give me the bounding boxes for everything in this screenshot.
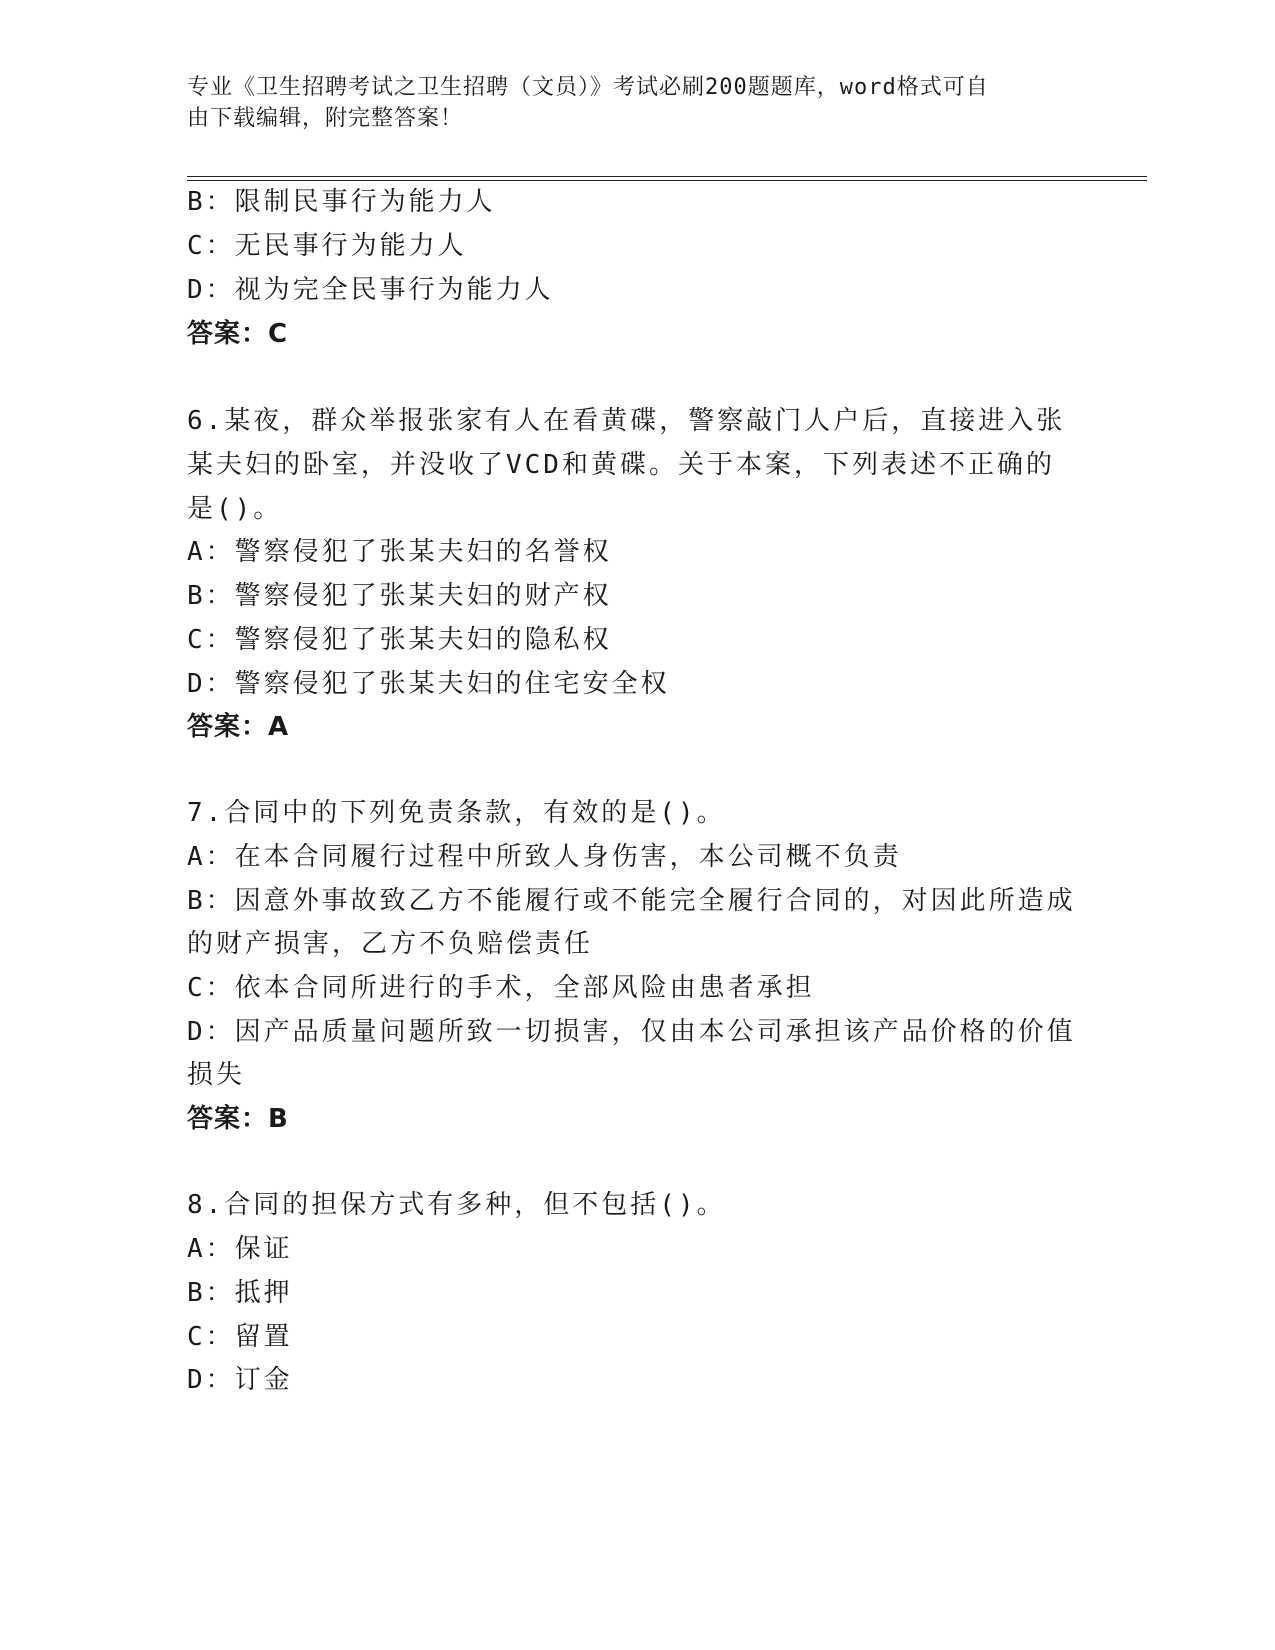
q8-option-c: C：留置 — [187, 1322, 293, 1352]
q6-stem-line-3: 是()。 — [187, 494, 283, 524]
q6-option-c: C：警察侵犯了张某夫妇的隐私权 — [187, 625, 612, 655]
q7-option-b-line-1: B：因意外事故致乙方不能履行或不能完全履行合同的，对因此所造成 — [187, 886, 1076, 916]
q7-option-a: A：在本合同履行过程中所致人身伤害，本公司概不负责 — [187, 842, 902, 872]
q7-option-c: C：依本合同所进行的手术，全部风险由患者承担 — [187, 973, 815, 1003]
q6-stem-line-2: 某夫妇的卧室，并没收了VCD和黄碟。关于本案，下列表述不正确的 — [187, 450, 1055, 480]
q6-option-b: B：警察侵犯了张某夫妇的财产权 — [187, 581, 612, 611]
q7-option-b-line-2: 的财产损害，乙方不负赔偿责任 — [187, 929, 594, 959]
q8-option-a: A：保证 — [187, 1234, 293, 1264]
q8-option-d: D：订金 — [187, 1365, 293, 1395]
header-divider — [187, 176, 1147, 181]
q7-option-d-line-1: D：因产品质量问题所致一切损害，仅由本公司承担该产品价格的价值 — [187, 1017, 1076, 1047]
q5-answer: 答案：C — [187, 319, 289, 349]
q7-option-d-line-2: 损失 — [187, 1060, 246, 1090]
q8-stem-line-1: 8.合同的担保方式有多种，但不包括()。 — [187, 1190, 726, 1220]
q5-option-b: B：限制民事行为能力人 — [187, 187, 496, 217]
q7-stem-line-1: 7.合同中的下列免责条款，有效的是()。 — [187, 798, 726, 828]
q5-option-c: C：无民事行为能力人 — [187, 231, 467, 261]
q6-answer: 答案：A — [187, 712, 290, 742]
document-header — [187, 72, 1087, 134]
q6-option-a: A：警察侵犯了张某夫妇的名誉权 — [187, 537, 612, 567]
q6-option-d: D：警察侵犯了张某夫妇的住宅安全权 — [187, 669, 670, 699]
q5-option-d: D：视为完全民事行为能力人 — [187, 275, 554, 305]
q8-option-b: B：抵押 — [187, 1278, 293, 1308]
q7-answer: 答案：B — [187, 1104, 289, 1134]
header-line-1: 专业《卫生招聘考试之卫生招聘（文员）》考试必刷200题题库，word格式可自 — [187, 75, 989, 100]
q6-stem-line-1: 6.某夜，群众举报张家有人在看黄碟，警察敲门人户后，直接进入张 — [187, 406, 1066, 436]
header-line-2: 由下载编辑，附完整答案！ — [187, 106, 464, 131]
